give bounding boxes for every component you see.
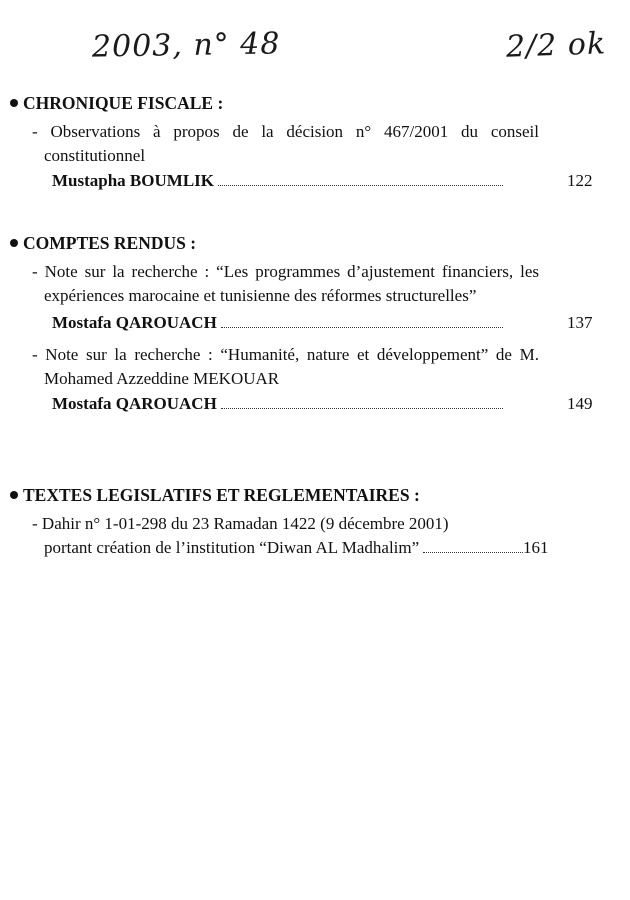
toc-entry xyxy=(32,512,583,559)
section-comptes-rendus xyxy=(8,232,593,416)
entry-page-number: 122 xyxy=(567,171,593,190)
section-title: TEXTES LEGISLATIFS ET REGLEMENTAIRES : xyxy=(23,485,420,505)
entry-page-number: 137 xyxy=(567,313,593,332)
entry-author: Mustapha BOUMLIK xyxy=(52,171,214,190)
entry-page-number: 161 xyxy=(523,537,549,557)
entry-page-number: 149 xyxy=(567,394,593,413)
section-title: COMPTES RENDUS : xyxy=(23,233,197,253)
entry-author-line xyxy=(52,392,593,416)
toc-entry xyxy=(32,260,583,307)
entry-author-line xyxy=(52,311,593,335)
section-chronique-fiscale xyxy=(8,92,593,193)
entry-author: Mostafa QAROUACH xyxy=(52,313,217,332)
section-heading xyxy=(8,484,583,506)
entry-title-line1: - Dahir n° 1-01-298 du 23 Ramadan 1422 (9 décembre 2001) xyxy=(32,514,449,533)
toc-entry xyxy=(32,343,583,390)
section-heading xyxy=(8,232,583,254)
bullet-icon xyxy=(10,491,18,499)
section-title: CHRONIQUE FISCALE : xyxy=(23,93,224,113)
section-textes-legislatifs xyxy=(8,484,583,559)
dot-leader xyxy=(423,552,523,553)
dot-leader xyxy=(218,185,503,186)
entry-author-line xyxy=(52,169,593,193)
section-heading xyxy=(8,92,583,114)
handwritten-page-note: 2/2 ok xyxy=(505,26,607,65)
bullet-icon xyxy=(10,239,18,247)
toc-entry xyxy=(32,120,583,167)
entry-author: Mostafa QAROUACH xyxy=(52,394,217,413)
entry-title: - Observations à propos de la décision n° 467/2001 du conseil constitutionnel xyxy=(32,122,539,165)
entry-title-line2-row xyxy=(44,536,549,560)
entry-title-line2: portant création de l’institution “Diwan AL Madhalim” xyxy=(44,537,420,557)
entry-title: - Note sur la recherche : “Les programmes d’ajustement financiers, les expériences marocaine et tunisienne des réformes structurelles” xyxy=(32,262,539,305)
handwritten-issue-note: 2003, n° 48 xyxy=(91,26,281,65)
dot-leader xyxy=(221,408,503,409)
entry-title: - Note sur la recherche : “Humanité, nature et développement” de M. Mohamed Azzeddine MEKOUAR xyxy=(32,345,539,388)
dot-leader xyxy=(221,327,503,328)
bullet-icon xyxy=(10,99,18,107)
